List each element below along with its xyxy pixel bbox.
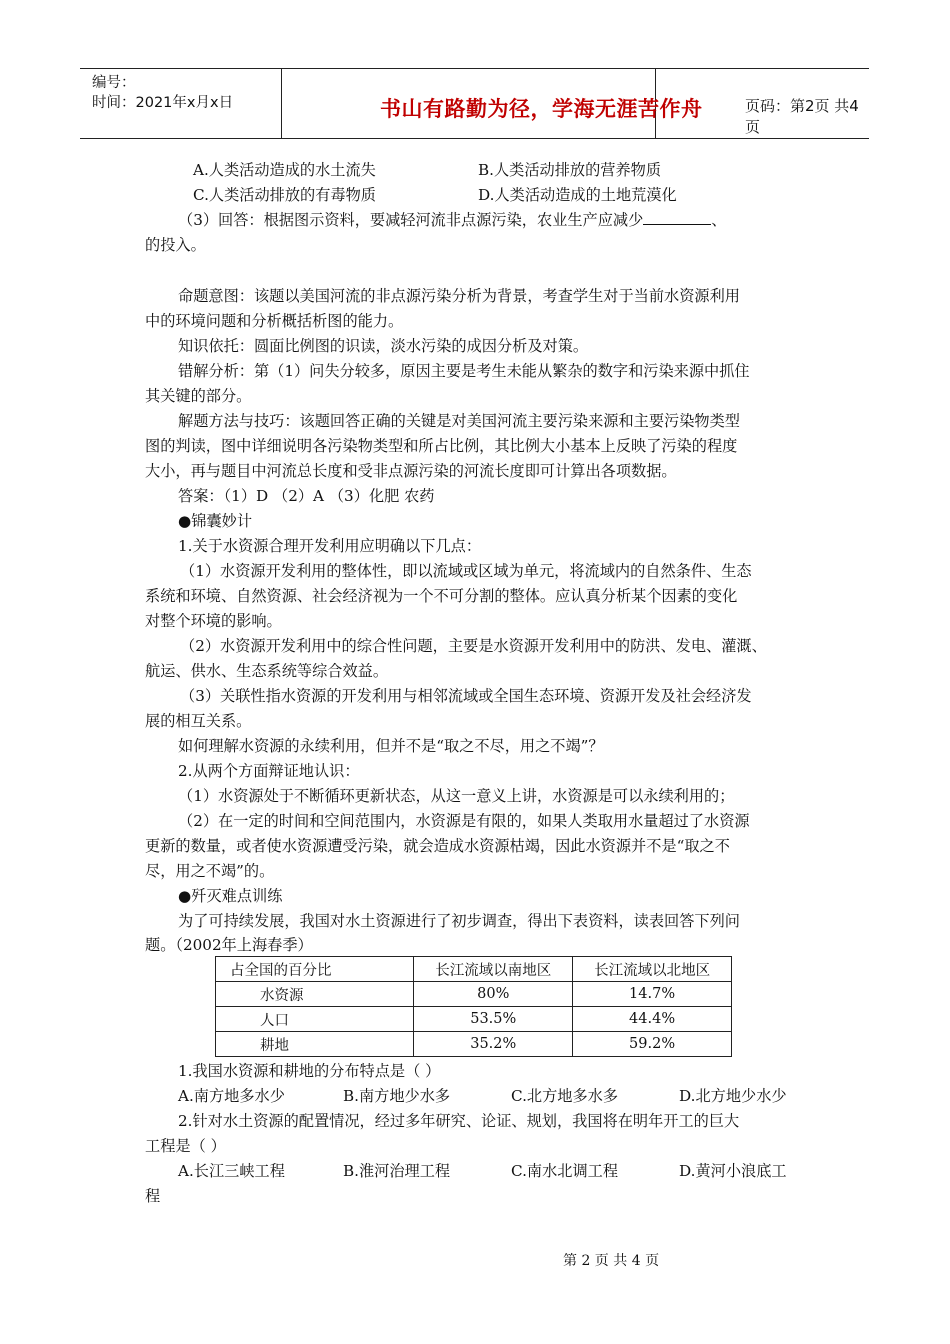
- doc-date-label: 时间：2021年x月x日: [92, 95, 234, 111]
- training-heading: ●歼灭难点训练: [178, 887, 283, 905]
- question-line: 如何理解水资源的永续利用，但并不是“取之不尽，用之不竭”？: [178, 737, 604, 755]
- table-header-cell: 长江流域以北地区: [573, 957, 732, 982]
- exercise-2-option-a: A.长江三峡工程: [178, 1162, 285, 1180]
- exercise-2-option-d-continued: 程: [145, 1187, 161, 1205]
- question-3-text: （3）回答：根据图示资料，要减轻河流非点源污染，农业生产应减少: [178, 211, 644, 229]
- method-line-3: 大小，再与题目中河流总长度和受非点源污染的河流长度即可计算出各项数据。: [145, 462, 677, 480]
- question-3-end: 、: [711, 211, 727, 229]
- header-divider: [281, 69, 282, 138]
- intent-line-1: 命题意图：该题以美国河流的非点源污染分析为背景，考查学生对于当前水资源利用: [178, 287, 740, 305]
- table-header-cell: 占全国的百分比: [216, 957, 414, 982]
- exercise-2-option-d: D.黄河小浪底工: [679, 1162, 787, 1180]
- doc-number-label: 编号：: [92, 75, 136, 91]
- tip1-point3-line2: 展的相互关系。: [145, 712, 252, 730]
- training-intro-line2: 题。（2002年上海春季）: [145, 936, 313, 954]
- tip2-point2-line3: 尽，用之不竭”的。: [145, 862, 275, 880]
- exercise-1: 1.我国水资源和耕地的分布特点是（ ）: [178, 1062, 441, 1080]
- error-line-2: 其关键的部分。: [145, 387, 252, 405]
- answer-line: 答案：（1）D （2）A （3）化肥 农药: [178, 487, 435, 505]
- error-line-1: 错解分析：第（1）问失分较多，原因主要是考生未能从繁杂的数字和污染来源中抓住: [178, 362, 750, 380]
- option-b: B.人类活动排放的营养物质: [478, 161, 662, 179]
- tip2-point2-line1: （2）在一定的时间和空间范围内，水资源是有限的，如果人类取用水量超过了水资源: [178, 812, 750, 830]
- tip1-point1-line3: 对整个环境的影响。: [145, 612, 282, 630]
- header-meta: [92, 73, 233, 113]
- page-header: [80, 68, 869, 139]
- tip1-point3-line1: （3）关联性指水资源的开发利用与相邻流域或全国生态环境、资源开发及社会经济发: [180, 687, 752, 705]
- table-row: [216, 982, 732, 1007]
- tip1-title: 1.关于水资源合理开发利用应明确以下几点：: [178, 537, 482, 555]
- question-3-continued: 的投入。: [145, 236, 206, 254]
- table-cell: 44.4%: [573, 1007, 732, 1032]
- exercise-2-option-b: B.淮河治理工程: [343, 1162, 451, 1180]
- table-row: [216, 1007, 732, 1032]
- option-a: A.人类活动造成的水土流失: [193, 161, 376, 179]
- table-cell: 53.5%: [414, 1007, 573, 1032]
- tip1-point1-line2: 系统和环境、自然资源、社会经济视为一个不可分割的整体。应认真分析某个因素的变化: [145, 587, 738, 605]
- option-d: D.人类活动造成的土地荒漠化: [478, 186, 677, 204]
- table-cell: 14.7%: [573, 982, 732, 1007]
- table-cell: 59.2%: [573, 1032, 732, 1057]
- method-line-2: 图的判读，图中详细说明各污染物类型和所占比例，其比例大小基本上反映了污染的程度: [145, 437, 738, 455]
- header-motto: 书山有路勤为径，学海无涯苦作舟: [380, 97, 703, 121]
- table-cell: 35.2%: [414, 1032, 573, 1057]
- table-header-cell: 长江流域以南地区: [414, 957, 573, 982]
- answer-blank: [643, 210, 711, 225]
- header-page-info: 页码：第2页 共4页: [745, 97, 859, 136]
- table-cell: 水资源: [216, 982, 414, 1007]
- exercise-1-option-a: A.南方地多水少: [178, 1087, 285, 1105]
- tip2-point2-line2: 更新的数量，或者使水资源遭受污染，就会造成水资源枯竭，因此水资源并不是“取之不: [145, 837, 730, 855]
- tip1-point2-line2: 航运、供水、生态系统等综合效益。: [145, 662, 388, 680]
- tips-heading: ●锦囊妙计: [178, 512, 253, 530]
- exercise-2-option-c: C.南水北调工程: [511, 1162, 619, 1180]
- table-cell: 人口: [216, 1007, 414, 1032]
- table-row: [216, 1032, 732, 1057]
- tip2-point1: （1）水资源处于不断循环更新状态，从这一意义上讲，水资源是可以永续利用的；: [178, 787, 735, 805]
- training-intro-line1: 为了可持续发展，我国对水土资源进行了初步调查，得出下表资料，读表回答下列问: [178, 912, 740, 930]
- intent-line-2: 中的环境问题和分析概括析图的能力。: [145, 312, 404, 330]
- method-line-1: 解题方法与技巧：该题回答正确的关键是对美国河流主要污染来源和主要污染物类型: [178, 412, 740, 430]
- tip1-point2-line1: （2）水资源开发利用中的综合性问题，主要是水资源开发利用中的防洪、发电、灌溉、: [180, 637, 767, 655]
- page-footer: 第 2 页 共 4 页: [563, 1253, 660, 1269]
- exercise-1-option-d: D.北方地少水少: [679, 1087, 787, 1105]
- exercise-1-option-c: C.北方地多水多: [511, 1087, 619, 1105]
- table-cell: 耕地: [216, 1032, 414, 1057]
- knowledge-line: 知识依托：圆面比例图的识读，淡水污染的成因分析及对策。: [178, 337, 589, 355]
- exercise-1-option-b: B.南方地少水多: [343, 1087, 451, 1105]
- question-3: [178, 210, 726, 230]
- exercise-2-line1: 2.针对水土资源的配置情况，经过多年研究、论证、规划，我国将在明年开工的巨大: [178, 1112, 740, 1130]
- table-header-row: [216, 957, 732, 982]
- table-cell: 80%: [414, 982, 573, 1007]
- exercise-2-line2: 工程是（ ）: [145, 1137, 226, 1155]
- resource-table: [215, 956, 732, 1057]
- option-c: C.人类活动排放的有毒物质: [193, 186, 376, 204]
- tip2-title: 2.从两个方面辩证地认识：: [178, 762, 360, 780]
- tip1-point1-line1: （1）水资源开发利用的整体性，即以流域或区域为单元，将流域内的自然条件、生态: [180, 562, 752, 580]
